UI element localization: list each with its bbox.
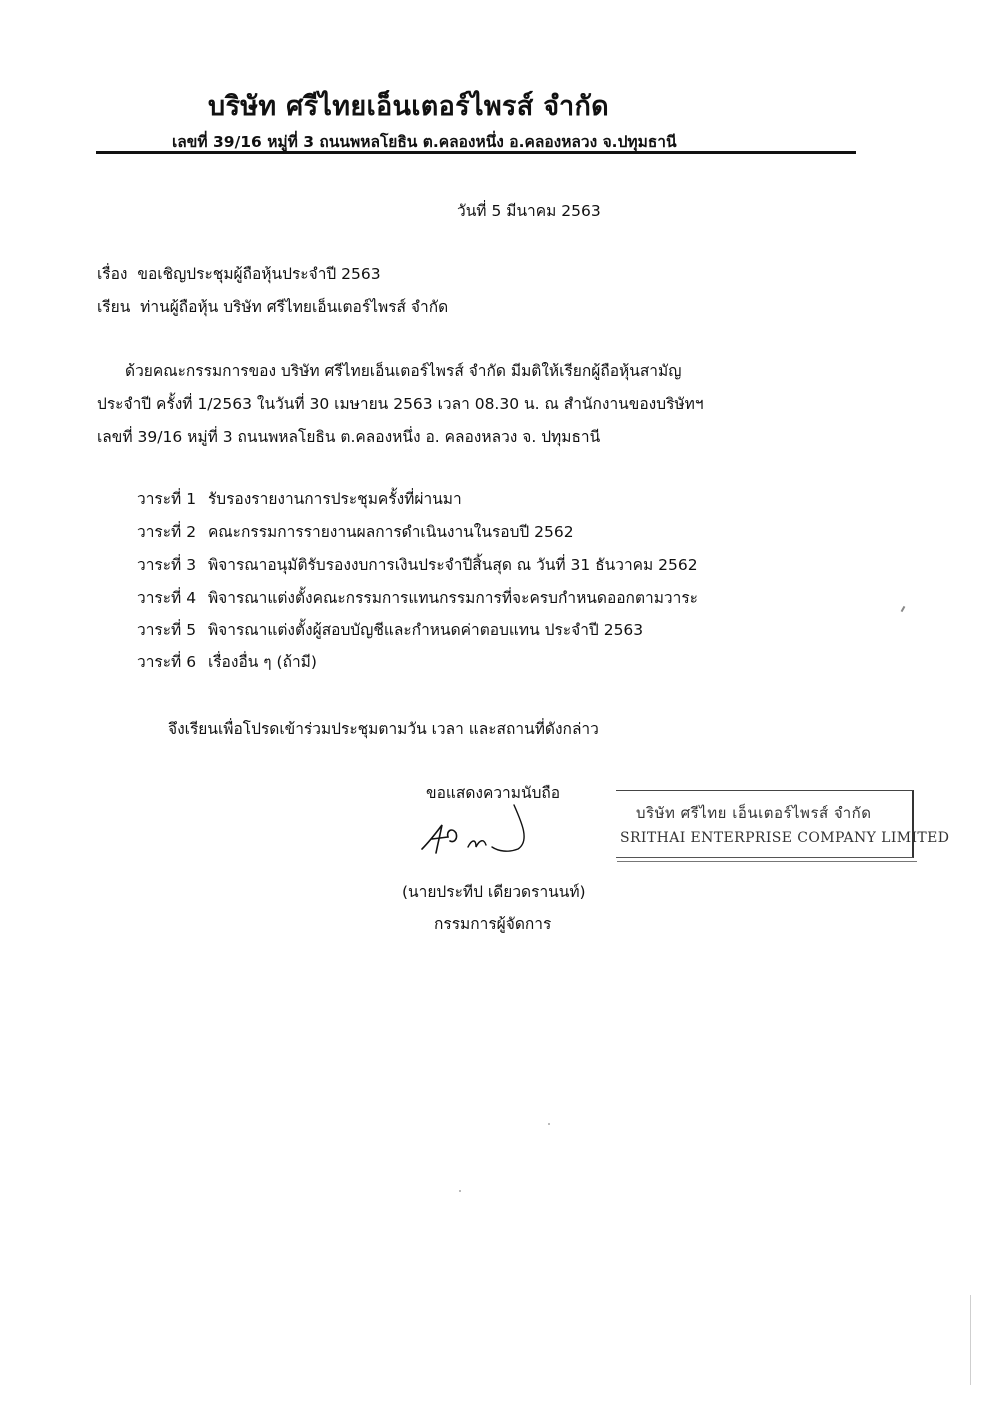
- body-line-1: ด้วยคณะกรรมการของ บริษัท ศรีไทยเอ็นเตอร์ไพรส์ จำกัด มีมติให้เรียกผู้ถือหุ้นสามัญ: [125, 362, 682, 380]
- regards-line: ขอแสดงความนับถือ: [426, 784, 561, 802]
- agenda-item: [137, 649, 317, 674]
- agenda-item: [137, 617, 643, 642]
- stamp-thai-text: บริษัท ศรีไทย เอ็นเตอร์ไพรส์ จำกัด: [636, 804, 872, 822]
- scan-speck: [548, 1123, 550, 1125]
- stamp-underline: [617, 861, 917, 862]
- closing-line: จึงเรียนเพื่อโปรดเข้าร่วมประชุมตามวัน เวลา และสถานที่ดังกล่าว: [168, 720, 599, 738]
- agenda-text: เรื่องอื่น ๆ (ถ้ามี): [207, 653, 317, 671]
- agenda-item: [137, 552, 698, 577]
- company-stamp: [616, 790, 950, 858]
- agenda-text: พิจารณาแต่งตั้งผู้สอบบัญชีและกำหนดค่าตอบแทน ประจำปี 2563: [207, 621, 644, 639]
- agenda-text: รับรองรายงานการประชุมครั้งที่ผ่านมา: [207, 490, 462, 508]
- agenda-number: วาระที่ 2: [137, 523, 197, 541]
- recipient-line: [97, 294, 448, 319]
- scan-speck: [459, 1190, 461, 1192]
- agenda-number: วาระที่ 1: [137, 490, 197, 508]
- company-name: บริษัท ศรีไทยเอ็นเตอร์ไพรส์ จำกัด: [208, 91, 609, 122]
- agenda-number: วาระที่ 4: [137, 589, 197, 607]
- scan-edge-mark: [970, 1295, 971, 1385]
- recipient-label: เรียน: [97, 298, 131, 316]
- body-line-2: ประจำปี ครั้งที่ 1/2563 ในวันที่ 30 เมษายน 2563 เวลา 08.30 น. ณ สำนักงานของบริษัทฯ: [97, 395, 704, 413]
- header-divider: [96, 151, 856, 154]
- company-address: เลขที่ 39/16 หมู่ที่ 3 ถนนพหลโยธิน ต.คลองหนึ่ง อ.คลองหลวง จ.ปทุมธานี: [172, 133, 677, 151]
- agenda-text: พิจารณาแต่งตั้งคณะกรรมการแทนกรรมการที่จะครบกำหนดออกตามวาระ: [207, 589, 698, 607]
- agenda-item: [137, 486, 462, 511]
- subject-label: เรื่อง: [97, 265, 128, 283]
- body-line-3: เลขที่ 39/16 หมู่ที่ 3 ถนนพหลโยธิน ต.คลองหนึ่ง อ. คลองหลวง จ. ปทุมธานี: [97, 428, 601, 446]
- subject-line: [97, 261, 381, 286]
- signer-position: กรรมการผู้จัดการ: [434, 915, 552, 933]
- stamp-english-text: SRITHAI ENTERPRISE COMPANY LIMITED: [620, 830, 950, 846]
- signature-mark: [418, 803, 528, 863]
- agenda-text: คณะกรรมการรายงานผลการดำเนินงานในรอบปี 2562: [207, 523, 574, 541]
- agenda-number: วาระที่ 6: [137, 653, 197, 671]
- agenda-number: วาระที่ 3: [137, 556, 197, 574]
- agenda-item: [137, 519, 574, 544]
- letter-date: วันที่ 5 มีนาคม 2563: [457, 202, 601, 220]
- signer-name: (นายประทีป เดียวดรานนท์): [402, 883, 586, 901]
- agenda-item: [137, 585, 698, 610]
- recipient-text: ท่านผู้ถือหุ้น บริษัท ศรีไทยเอ็นเตอร์ไพรส์ จำกัด: [140, 298, 449, 316]
- scan-speck: [901, 606, 906, 612]
- agenda-text: พิจารณาอนุมัติรับรองงบการเงินประจำปีสิ้นสุด ณ วันที่ 31 ธันวาคม 2562: [207, 556, 698, 574]
- subject-text: ขอเชิญประชุมผู้ถือหุ้นประจำปี 2563: [137, 265, 381, 283]
- agenda-number: วาระที่ 5: [137, 621, 197, 639]
